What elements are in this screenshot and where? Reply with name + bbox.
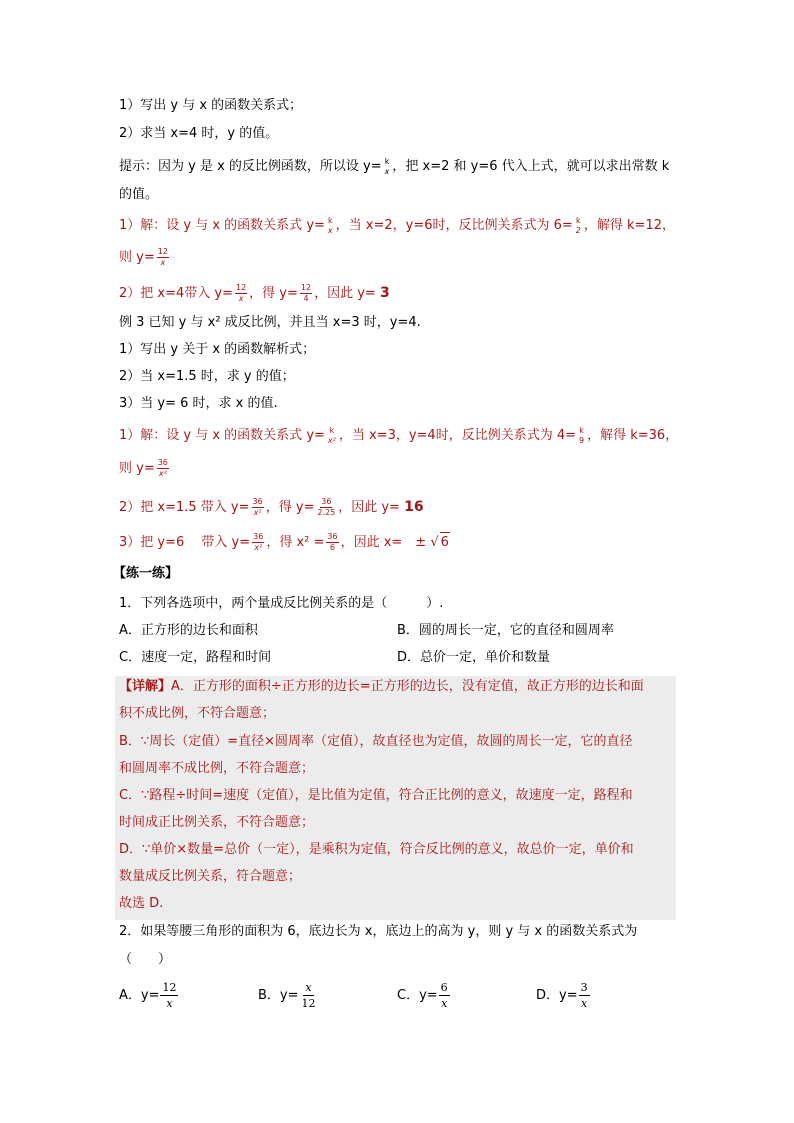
hint-frac-num: k [384,156,390,166]
q2-c-fraction [439,982,450,1009]
ex3-s1-f2-den: 9 [579,435,585,445]
ex3-s2-fraction-1 [252,498,264,517]
ex3-s2-fraction-2 [316,498,336,517]
sol1-fraction-1 [327,217,334,235]
hint-text-a: 提示：因为 y 是 x 的反比例函数，所以设 y= [119,159,382,174]
ex3-s2-text-c: ，因此 y= [338,500,400,515]
ex3-s2-text-b: ，得 y= [265,500,315,515]
hint-line-2: 的值。 [119,187,159,202]
solution-1-line [119,216,675,236]
ex3-s2-f1-den: x² [253,508,262,517]
ex3-s1-f2-num: k [579,425,584,435]
question-part-2: 2）求当 x=4 时，y 的值。 [119,126,279,141]
q2-b-label: B．y= [258,988,299,1003]
detail-line-6: 时间成正比例关系，不符合题意； [119,815,315,830]
q2-option-c [397,982,450,1009]
detail-line-1 [119,677,644,697]
solution-1-result [119,248,171,268]
ex3-s1-f3-den: x² [158,469,167,478]
q2-d-num: 3 [580,981,588,994]
sol1-f3-num: 12 [157,247,168,256]
detail-line-4: 和圆周率不成比例，不符合题意； [119,761,315,776]
sol1-f1-den: x [327,225,333,235]
ex3-s1-fraction-1 [327,427,337,445]
ex3-s2-answer: 16 [404,499,424,515]
sol2-f2-den: 4 [303,294,309,303]
sol1-f2-den: 2 [575,225,581,235]
sol2-f2-num: 12 [300,283,312,292]
sqrt-icon: √ [430,535,439,550]
q1-option-b: B．圆的周长一定，它的直径和圆周率 [397,623,614,638]
ex3-s3-answer-pm: ± [415,535,427,550]
detail-line-3: B．∵周长（定值）=直径×圆周率（定值），故直径也为定值，故圆的周长一定，它的直径 [119,734,633,749]
ex3-s2-f2-den: 2.25 [317,508,336,517]
hint-fraction [384,158,391,176]
q1-option-d: D．总价一定，单价和数量 [397,650,551,665]
detail-line-7: D．∵单价×数量=总价（一定），是乘积为定值，符合反比例的意义，故总价一定，单价和 [119,842,634,857]
q2-a-num: 12 [162,981,177,994]
ex3-s1-text-c: ，解得 k=36， [587,428,679,443]
example-3-solution-2 [119,497,424,518]
sol2-f1-den: x [238,294,244,303]
sol1-text-d: 则 y= [119,250,155,265]
detail-line-9: 故选 D. [119,896,164,911]
sol1-f3-den: x [160,258,166,267]
q2-c-den: x [441,997,448,1010]
sol2-text-b: ，得 y= [249,286,298,301]
ex3-s3-fraction-1 [252,533,264,552]
ex3-s3-text-a: 3）把 y=6 带入 y= [119,535,251,550]
sol2-answer: 3 [379,285,390,301]
example-3-part-3: 3）当 y= 6 时，求 x 的值. [119,396,278,411]
practice-title: 【练一练】 [113,566,179,581]
q2-b-fraction [300,982,318,1009]
sol1-text-b: ，当 x=2，y=6时，反比例关系式为 6= [335,218,573,233]
ex3-s1-f1-num: k [329,425,335,435]
sol2-text-c: ，因此 y= [314,286,376,301]
ex3-s3-f2-num: 36 [327,532,338,541]
ex3-s3-f1-num: 36 [253,532,264,541]
ex3-s3-text-b: ，得 x² = [266,535,325,550]
q1-option-a: A．正方形的边长和面积 [119,623,258,638]
q2-stem: 2．如果等腰三角形的面积为 6，底边长为 x，底边上的高为 y，则 y 与 x 的函数关系式为 [119,924,638,939]
q2-a-fraction [160,982,178,1009]
ex3-s1-text-a: 1）解：设 y 与 x 的函数关系式 y= [119,428,325,443]
hint-frac-den: x [384,166,390,176]
sol2-fraction-2 [300,284,312,303]
q2-d-den: x [581,997,588,1010]
ex3-s3-answer-root: 6 [440,532,450,553]
ex3-s2-f2-num: 36 [321,497,332,506]
q2-a-label: A．y= [119,988,160,1003]
q2-c-label: C．y= [397,988,438,1003]
detail-line-2: 积不成比例，不符合题意； [119,706,276,721]
example-3-solution-1-result [119,459,171,479]
question-part-1: 1）写出 y 与 x 的函数关系式； [119,98,303,113]
q2-option-a [119,982,178,1009]
sol1-fraction-3 [157,248,169,267]
detail-line-5: C．∵路程÷时间=速度（定值），是比值为定值，符合正比例的意义，故速度一定，路程和 [119,788,633,803]
q1-stem: 1．下列各选项中，两个量成反比例关系的是（ ）. [119,596,444,611]
sol1-f1-num: k [327,215,333,225]
solution-2-line [119,283,390,304]
q2-b-den: 12 [301,997,316,1010]
ex3-s1-f3-num: 36 [157,458,168,467]
sol1-text-c: ，解得 k=12， [583,218,675,233]
ex3-s3-f1-den: x² [254,543,263,552]
ex3-s3-fraction-2 [326,533,338,552]
detail-text-1: A．正方形的面积÷正方形的边长=正方形的边长，没有定值，故正方形的边长和面 [171,679,644,694]
sol1-fraction-2 [575,217,582,235]
sol2-f1-num: 12 [235,283,247,292]
q2-paren: （ ） [119,952,172,967]
q2-a-den: x [166,997,173,1010]
example-3-solution-1 [119,426,678,446]
sol2-text-a: 2）把 x=4带入 y= [119,286,233,301]
q2-d-label: D．y= [536,988,578,1003]
example-3-title: 例 3 已知 y 与 x² 成反比例，并且当 x=3 时，y=4. [119,315,421,330]
sol2-fraction-1 [235,284,247,303]
sol1-text-a: 1）解：设 y 与 x 的函数关系式 y= [119,218,325,233]
ex3-s1-f1-den: x² [327,435,336,445]
ex3-s1-fraction-2 [578,427,585,445]
q2-option-d [536,982,590,1009]
ex3-s3-text-c: ，因此 x= [340,535,403,550]
detail-tag: 【详解】 [119,679,172,694]
ex3-s2-f1-num: 36 [252,497,263,506]
ex3-s3-f2-den: 6 [329,543,336,552]
ex3-s1-text-d: 则 y= [119,461,155,476]
ex3-s1-text-b: ，当 x=3，y=4时，反比例关系式为 4= [338,428,577,443]
hint-line [119,157,669,177]
ex3-s2-text-a: 2）把 x=1.5 带入 y= [119,500,250,515]
example-3-part-2: 2）当 x=1.5 时，求 y 的值； [119,369,295,384]
example-3-part-1: 1）写出 y 关于 x 的函数解析式； [119,342,316,357]
q2-c-num: 6 [440,981,448,994]
q2-d-fraction [579,982,590,1009]
example-3-solution-3 [119,532,450,553]
q2-option-b [258,982,318,1009]
q2-b-num: x [305,981,312,994]
q1-option-c: C．速度一定，路程和时间 [119,650,272,665]
hint-text-b: ，把 x=2 和 y=6 代入上式，就可以求出常数 k [392,159,670,174]
ex3-s1-fraction-3 [157,459,169,478]
detail-line-8: 数量成反比例关系，符合题意； [119,869,302,884]
sol1-f2-num: k [576,215,581,225]
